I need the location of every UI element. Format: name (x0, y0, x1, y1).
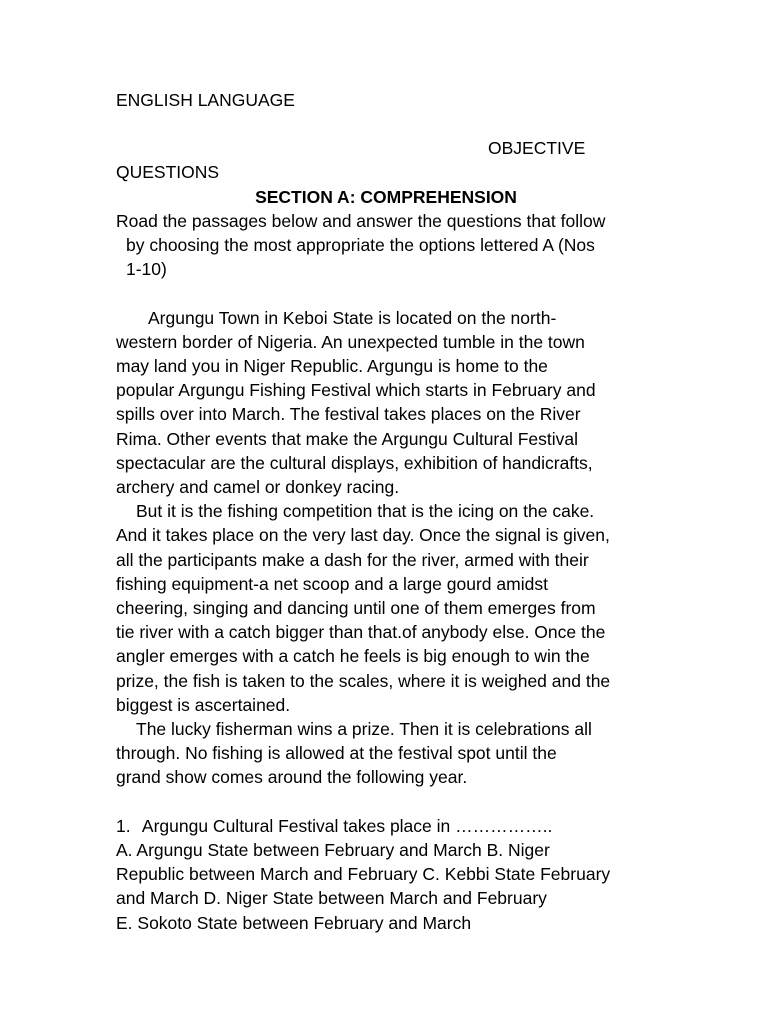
passage-line: popular Argungu Fishing Festival which starts in February and (116, 380, 596, 401)
passage-line: tie river with a catch bigger than that.of anybody else. Once the (116, 622, 606, 643)
question-option-line: E. Sokoto State between February and March (116, 912, 472, 933)
questions-heading: QUESTIONS (116, 162, 220, 183)
passage-line: through. No fishing is allowed at the festival spot until the (116, 743, 557, 764)
passage-line: prize, the fish is taken to the scales, where it is weighed and the (116, 670, 611, 691)
passage-line: Argungu Town in Keboi State is located on the north- (148, 307, 557, 328)
spacer (116, 281, 656, 305)
passage-line: spills over into March. The festival takes places on the River (116, 404, 581, 425)
passage-line: grand show comes around the following year. (116, 767, 468, 788)
question-stem-line (116, 814, 656, 838)
question-option-line: and March D. Niger State between March and February (116, 888, 547, 909)
spacer (116, 790, 656, 814)
section-title: SECTION A: COMPREHENSION (255, 186, 517, 207)
passage-paragraph-3 (116, 717, 656, 790)
passage-line: cheering, singing and dancing until one of them emerges from (116, 598, 596, 619)
passage-line: spectacular are the cultural displays, exhibition of handicrafts, (116, 452, 593, 473)
question-1 (116, 814, 656, 935)
instructions-line-3: 1-10) (126, 259, 167, 280)
instructions-line-1: Road the passages below and answer the questions that follow (116, 210, 606, 231)
subject-heading: ENGLISH LANGUAGE (116, 90, 295, 110)
passage-line: biggest is ascertained. (116, 694, 291, 715)
passage-line: fishing equipment-a net scoop and a large gourd amidst (116, 573, 548, 594)
passage-line: all the participants make a dash for the river, armed with their (116, 549, 589, 570)
passage-paragraph-1 (116, 306, 656, 500)
document-page (116, 88, 656, 935)
passage-line: The lucky fisherman wins a prize. Then it is celebrations all (136, 719, 592, 740)
objective-heading: OBJECTIVE (488, 138, 586, 159)
passage-line: But it is the fishing competition that is the icing on the cake. (136, 501, 595, 522)
passage-paragraph-2 (116, 499, 656, 717)
passage-line: angler emerges with a catch he feels is big enough to win the (116, 646, 590, 667)
question-stem: Argungu Cultural Festival takes place in …………….. (141, 815, 553, 836)
passage-line: may land you in Niger Republic. Argungu is home to the (116, 356, 548, 377)
passage-line: Rima. Other events that make the Argungu Cultural Festival (116, 428, 579, 449)
question-number: 1. (116, 815, 131, 836)
passage-line: And it takes place on the very last day. Once the signal is given, (116, 525, 610, 546)
question-option-line: A. Argungu State between February and March B. Niger (116, 840, 550, 861)
passage-line: archery and camel or donkey racing. (116, 477, 400, 498)
question-option-line: Republic between March and February C. Kebbi State February (116, 864, 611, 885)
instructions-line-2: by choosing the most appropriate the options lettered A (Nos (126, 235, 595, 256)
passage-line: western border of Nigeria. An unexpected tumble in the town (116, 331, 585, 352)
